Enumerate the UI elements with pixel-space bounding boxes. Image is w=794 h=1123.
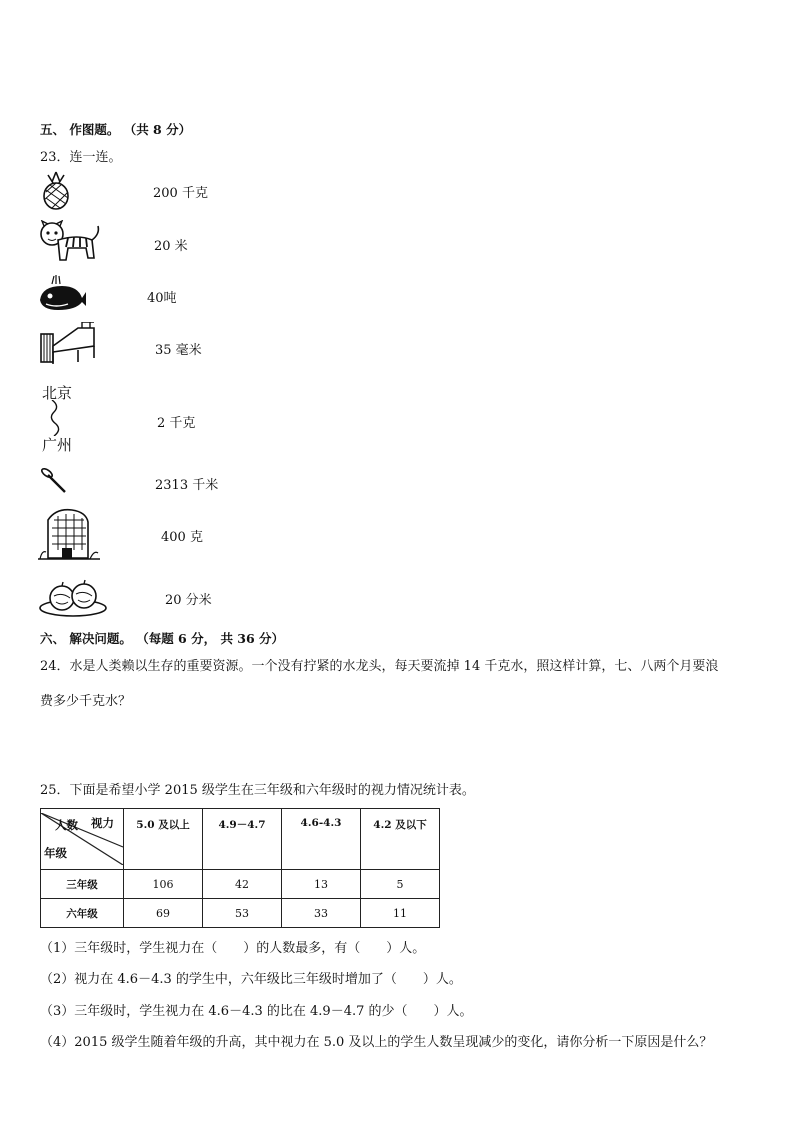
column-header: 4.6-4.3: [282, 809, 361, 870]
route-map-icon: [40, 382, 90, 456]
unit-label-1: 200 千克: [153, 186, 208, 201]
row-label: 三年级: [41, 870, 124, 899]
table-header-row: [41, 809, 440, 870]
apples-plate-icon: [38, 578, 108, 618]
section-title-5: 五、 作图题。 （共 8 分）: [40, 122, 192, 137]
corner-label-vision: 视力: [91, 816, 114, 830]
unit-label-7: 400 克: [161, 530, 203, 545]
building-icon: [38, 506, 100, 560]
map-label-beijing: 北京: [42, 384, 73, 402]
bed-icon: [38, 322, 96, 366]
table-cell: 42: [203, 870, 282, 899]
vision-stats-table: [40, 808, 440, 928]
nail-icon: [40, 466, 68, 494]
question-23-prompt: 23．连一连。: [40, 150, 122, 165]
table-row: [41, 870, 440, 899]
whale-icon: [38, 274, 88, 314]
unit-label-3: 40吨: [147, 291, 177, 306]
table-cell: 53: [203, 899, 282, 928]
table-cell: 5: [361, 870, 440, 899]
column-header: 4.2 及以下: [361, 809, 440, 870]
map-label-guangzhou: 广州: [42, 436, 73, 454]
table-cell: 33: [282, 899, 361, 928]
tiger-icon: [38, 220, 102, 264]
table-cell: 11: [361, 899, 440, 928]
table-cell: 69: [124, 899, 203, 928]
question-24-line1: 24．水是人类赖以生存的重要资源。一个没有拧紧的水龙头，每天要流掉 14 千克水，照这样计算，七、八两个月要浪: [40, 659, 719, 674]
column-header: 5.0 及以上: [124, 809, 203, 870]
table-row: [41, 899, 440, 928]
unit-label-5: 2 千克: [157, 416, 196, 431]
question-25-sub2: （2）视力在 4.6－4.3 的学生中，六年级比三年级时增加了（ ）人。: [40, 972, 462, 987]
column-header: 4.9－4.7: [203, 809, 282, 870]
corner-label-count: 人数: [55, 818, 78, 832]
table-cell: 13: [282, 870, 361, 899]
question-24-line2: 费多少千克水？: [40, 694, 132, 709]
table-corner-cell: [41, 809, 124, 870]
corner-label-grade: 年级: [44, 846, 67, 860]
unit-label-2: 20 米: [154, 239, 188, 254]
row-label: 六年级: [41, 899, 124, 928]
pineapple-icon: [38, 170, 74, 210]
unit-label-4: 35 毫米: [155, 343, 202, 358]
question-25-sub3: （3）三年级时，学生视力在 4.6－4.3 的比在 4.9－4.7 的少（ ）人。: [40, 1004, 473, 1019]
unit-label-8: 20 分米: [165, 593, 212, 608]
question-25-prompt: 25．下面是希望小学 2015 级学生在三年级和六年级时的视力情况统计表。: [40, 783, 475, 798]
table-cell: 106: [124, 870, 203, 899]
question-25-sub1: （1）三年级时，学生视力在（ ）的人数最多，有（ ）人。: [40, 941, 426, 956]
question-25-sub4: （4）2015 级学生随着年级的升高，其中视力在 5.0 及以上的学生人数呈现减少的变化，请你分析一下原因是什么？: [40, 1035, 713, 1050]
section-title-6: 六、 解决问题。 （每题 6 分， 共 36 分）: [40, 631, 285, 646]
unit-label-6: 2313 千米: [155, 478, 219, 493]
